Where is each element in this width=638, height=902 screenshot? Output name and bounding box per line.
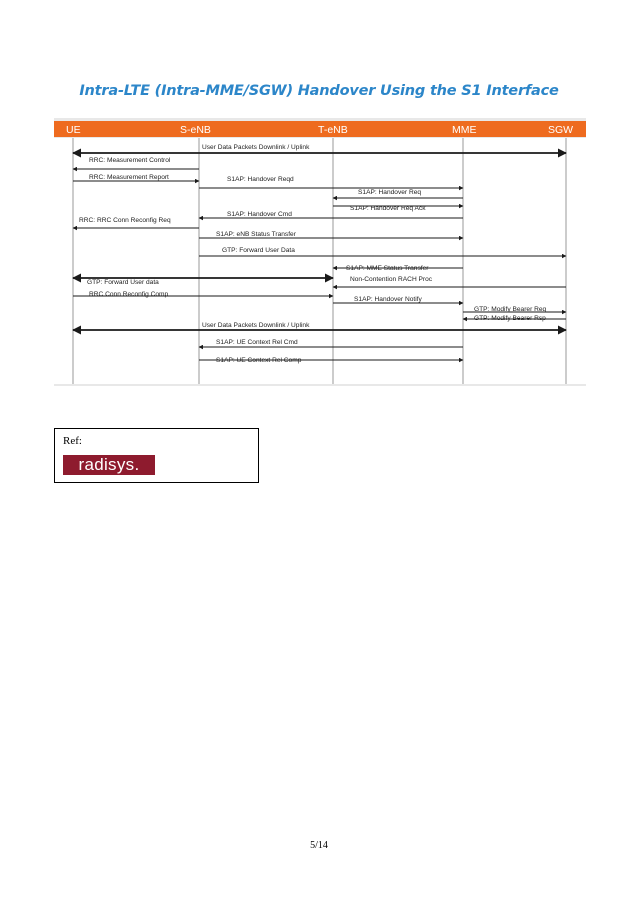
page-number: 5/14 (310, 840, 328, 851)
message-label: S1AP: Handover Req Ack (350, 205, 426, 212)
entity-header-senb: S-eNB (180, 124, 211, 136)
message-label: S1AP: UE Context Rel Cmd (216, 339, 298, 346)
message-label: S1AP: Handover Cmd (227, 211, 292, 218)
entity-header-mme: MME (452, 124, 477, 136)
message-label: S1AP: Handover Req (358, 189, 422, 196)
message-label: GTP: Forward User Data (222, 247, 295, 254)
message-label: S1AP: MME Status Transfer (346, 265, 429, 272)
message-label: RRC: Measurement Report (89, 174, 169, 181)
radisys-logo: radisys. (63, 455, 155, 475)
diagram-title: Intra-LTE (Intra-MME/SGW) Handover Using the S1 Interface (79, 83, 559, 99)
reference-box (54, 428, 259, 483)
message-label: S1AP: Handover Notify (354, 296, 422, 303)
message-label: RRC Conn Reconfig Comp (89, 291, 169, 298)
message-label: User Data Packets Downlink / Uplink (202, 322, 310, 329)
entity-header-tenb: T-eNB (318, 124, 348, 136)
message-label: S1AP: Handover Reqd (227, 176, 294, 183)
message-label: GTP: Modify Bearer Req (474, 306, 547, 313)
message-label: GTP: Modify Bearer Rsp (474, 315, 546, 322)
entity-header-ue: UE (66, 124, 81, 136)
message-label: RRC: RRC Conn Reconfig Req (79, 217, 171, 224)
message-label: User Data Packets Downlink / Uplink (202, 144, 310, 151)
entity-header-sgw: SGW (548, 124, 574, 136)
message-label: S1AP: eNB Status Transfer (216, 231, 296, 238)
message-label: Non-Contention RACH Proc (350, 276, 433, 283)
message-label: S1AP: UE Context Rel Comp (216, 357, 302, 364)
reference-label: Ref: (63, 435, 82, 447)
message-label: RRC: Measurement Control (89, 157, 171, 164)
sequence-diagram (54, 118, 586, 386)
message-label: GTP: Forward User data (87, 279, 159, 286)
